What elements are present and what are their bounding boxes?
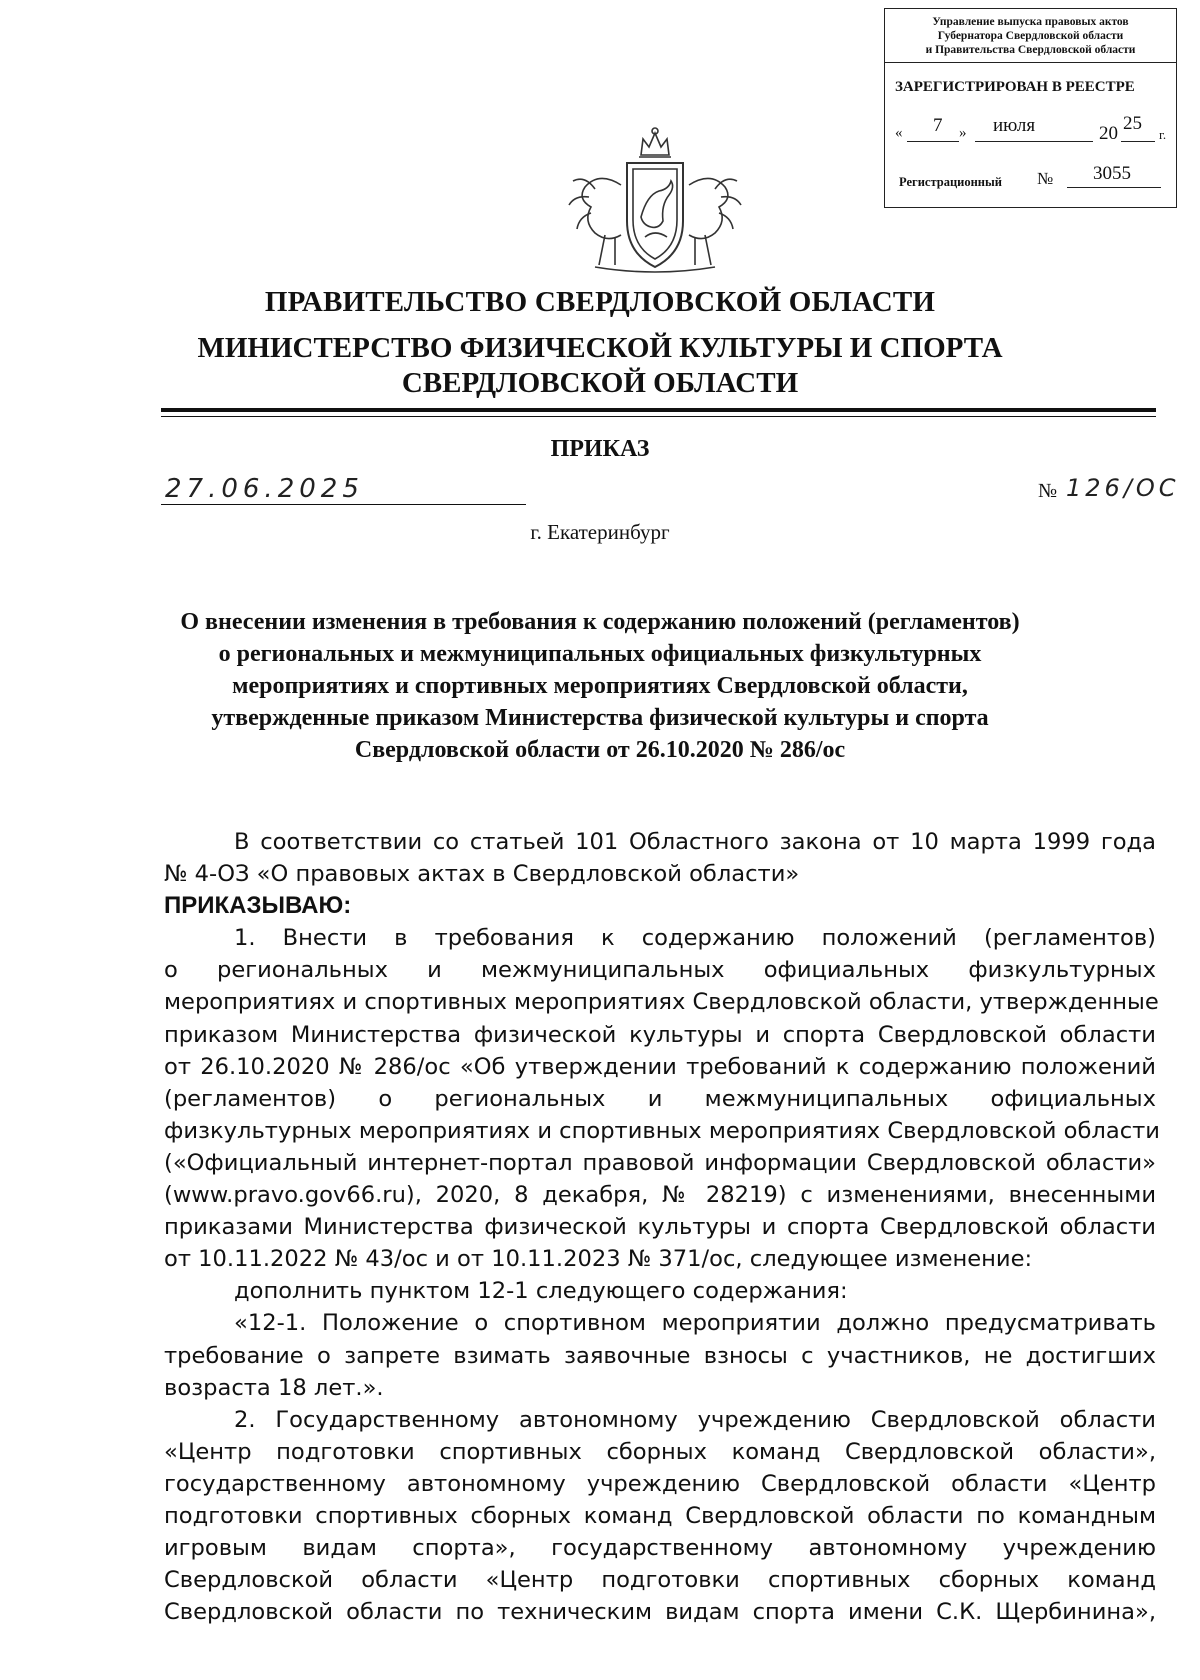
body-line: от 26.10.2020 № 286/ос «Об утверждении требований к содержанию положений — [164, 1053, 1156, 1080]
stamp-quote-open: « — [895, 125, 903, 141]
header-divider-thin — [161, 416, 1156, 417]
stamp-reg-number — [899, 163, 1169, 201]
stamp-reg-label: Регистрационный — [899, 175, 1002, 189]
stamp-header — [885, 9, 1176, 63]
body-line: подготовки спортивных сборных команд Свердловской области по командным — [164, 1502, 1156, 1529]
stamp-header-line: Управление выпуска правовых актов — [932, 16, 1129, 28]
body-line: Свердловской области «Центр подготовки спортивных сборных команд — [164, 1567, 1156, 1594]
body-line: № 4-ОЗ «О правовых актах в Свердловской области» — [164, 861, 800, 888]
stamp-month: июля — [993, 115, 1036, 136]
stamp-quote-close: » — [959, 125, 967, 141]
header-divider-thick — [161, 408, 1156, 412]
body-line: «Центр подготовки спортивных сборных команд Свердловской области», — [164, 1438, 1156, 1465]
stamp-header-line: и Правительства Свердловской области — [925, 44, 1136, 56]
body-line: требование о запрете взимать заявочные взносы с участников, не достигших — [164, 1342, 1156, 1369]
body-line: физкультурных мероприятиях и спортивных мероприятиях Свердловской области — [164, 1117, 1160, 1144]
ministry-heading-line: МИНИСТЕРСТВО ФИЗИЧЕСКОЙ КУЛЬТУРЫ И СПОРТА — [197, 332, 1003, 364]
document-title — [0, 606, 1200, 766]
body-line: В соответствии со статьей 101 Областного закона от 10 марта 1999 года — [234, 829, 1156, 855]
body-line: игровым видам спорта», государственному автономному учреждению — [164, 1535, 1156, 1562]
body-line: приказами Министерства физической культуры и спорта Свердловской области — [164, 1214, 1156, 1241]
body-line: «12-1. Положение о спортивном мероприятии должно предусматривать — [234, 1310, 1156, 1337]
body-line: дополнить пунктом 12-1 следующего содержания: — [234, 1278, 848, 1305]
stamp-reg-value: 3055 — [1093, 163, 1131, 184]
stamp-year-suffix: 25 — [1123, 113, 1142, 134]
title-line: Свердловской области от 26.10.2020 № 286/ос — [354, 737, 846, 763]
stamp-day: 7 — [933, 115, 943, 136]
number-sign: № — [1038, 480, 1058, 502]
body-line: приказом Министерства физической культуры и спорта Свердловской области — [164, 1021, 1156, 1048]
ministry-heading-line: СВЕРДЛОВСКОЙ ОБЛАСТИ — [401, 367, 799, 399]
document-date-field — [161, 474, 526, 506]
body-line: («Официальный интернет-портал правовой информации Свердловской области» — [164, 1149, 1156, 1176]
body-line: (регламентов) о региональных и межмуниципальных официальных — [164, 1085, 1156, 1112]
document-date: 27.06.2025 — [165, 474, 364, 504]
document-number-field — [1038, 474, 1180, 506]
stamp-num-sign: № — [1037, 169, 1054, 188]
body-line: от 10.11.2022 № 43/ос и от 10.11.2023 № 371/ос, следующее изменение: — [164, 1246, 1033, 1273]
body-line: (www.pravo.gov66.ru), 2020, 8 декабря, № 28219) с изменениями, внесенными — [164, 1182, 1156, 1209]
body-line: возраста 18 лет.». — [164, 1374, 384, 1401]
body-line: Свердловской области по техническим видам спорта имени С.К. Щербинина», — [164, 1599, 1156, 1626]
document-type: ПРИКАЗ — [550, 436, 650, 462]
body-line: 1. Внести в требования к содержанию положений (регламентов) — [234, 925, 1156, 952]
stamp-header-line: Губернатора Свердловской области — [937, 30, 1124, 42]
title-line: утвержденные приказом Министерства физической культуры и спорта — [211, 705, 989, 731]
stamp-year-prefix: 20 — [1099, 123, 1118, 144]
government-heading: ПРАВИТЕЛЬСТВО СВЕРДЛОВСКОЙ ОБЛАСТИ — [264, 286, 936, 318]
title-line: мероприятиях и спортивных мероприятиях Свердловской области, — [232, 673, 968, 699]
document-number: 126/ОС — [1066, 474, 1180, 502]
stamp-year-unit: г. — [1159, 127, 1167, 142]
registry-stamp — [884, 8, 1177, 208]
ministry-heading — [0, 331, 1200, 401]
body-line: мероприятиях и спортивных мероприятиях Свердловской области, утвержденные — [164, 989, 1159, 1016]
body-line: о региональных и межмуниципальных официальных физкультурных — [164, 957, 1156, 984]
body-line: государственному автономному учреждению Свердловской области «Центр — [164, 1470, 1156, 1497]
coat-of-arms-icon — [555, 125, 755, 275]
stamp-date — [895, 113, 1170, 147]
stamp-registered-label: ЗАРЕГИСТРИРОВАН В РЕЕСТРЕ — [895, 79, 1135, 95]
document-city: г. Екатеринбург — [530, 520, 670, 544]
date-underline — [161, 504, 526, 505]
body-line: 2. Государственному автономному учреждению Свердловской области — [234, 1406, 1156, 1433]
order-word: ПРИКАЗЫВАЮ: — [164, 892, 352, 920]
title-line: о региональных и межмуниципальных официальных физкультурных — [218, 641, 982, 667]
title-line: О внесении изменения в требования к содержанию положений (регламентов) — [180, 609, 1020, 635]
document-body — [164, 826, 1160, 1628]
